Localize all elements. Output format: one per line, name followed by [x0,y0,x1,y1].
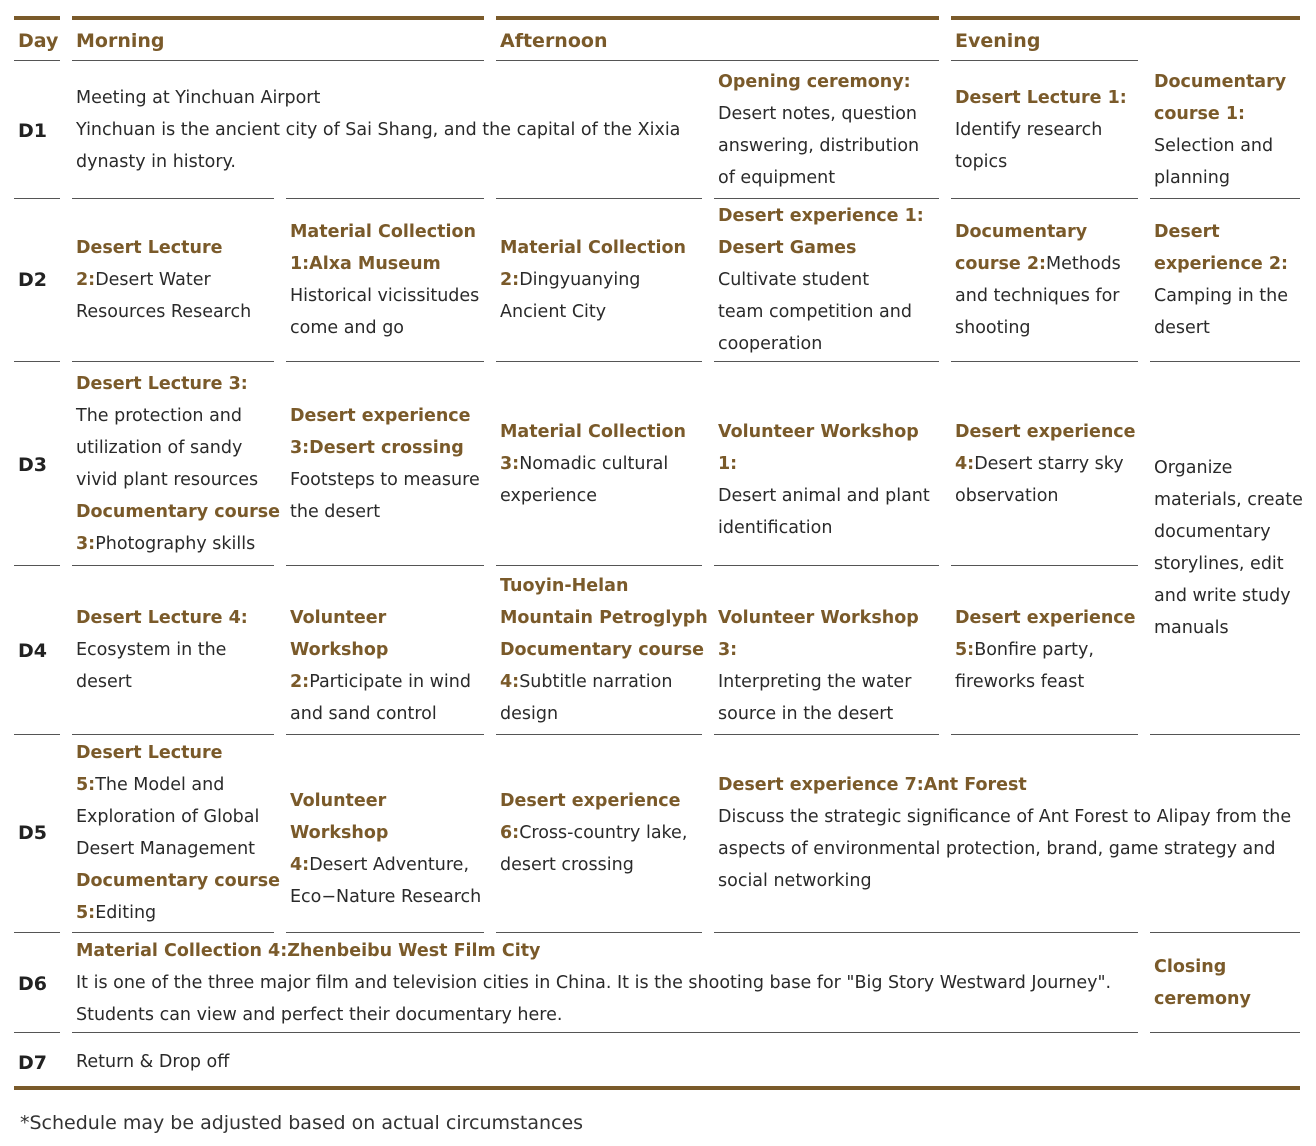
d6-title: Material Collection 4:Zhenbeibu West Film City [76,941,541,961]
rule-d4-d [496,734,702,735]
rule-d4-f [951,734,1138,735]
d2-c4-line3: cooperation [718,334,823,354]
d6-closing-line1: Closing [1154,957,1227,977]
d2-c4-title1: Desert experience 1: [718,206,924,226]
d2-morning-2 [290,216,490,344]
rule-d3-e [714,565,939,566]
d4-c3-line1: Subtitle narration [519,672,673,692]
d2-c5-title1: Documentary [955,222,1088,242]
d5-c1-line4: Editing [95,903,157,923]
d2-c4-line2: team competition and [718,302,912,322]
top-rule-day [14,16,60,20]
rule-d5-a [14,932,60,933]
d4-morning-2 [290,602,490,730]
d2-c3-line1: Dingyuanying [519,270,641,290]
d6-closing [1154,951,1304,1015]
d1-morning [76,82,696,178]
d5-c1-title2: 5: [76,775,96,795]
d3-c4-line2: identification [718,518,833,538]
d3-c2-title1: Desert experience [290,406,471,426]
top-rule-afternoon [496,16,939,20]
day-label-d3: D3 [18,454,47,476]
d5-c4-title1: Desert experience 7:Ant Forest [718,775,1027,795]
top-rule-morning [72,16,484,20]
d3-c3-line1: Nomadic cultural [519,454,669,474]
rule-d6-c [1150,1032,1300,1033]
d1-afternoon-line2: answering, distribution [718,136,920,156]
d4-c2-line2: and sand control [290,704,437,724]
d3-c1-line2: utilization of sandy [76,438,243,458]
rule-d5-g [1150,932,1300,933]
d2-c6-line2: desert [1154,318,1210,338]
rule-d2-e [714,361,939,362]
header-afternoon: Afternoon [500,30,608,52]
day-label-d7: D7 [18,1052,47,1074]
d4-c3-title2: Mountain Petroglyph [500,608,708,628]
header-evening: Evening [955,30,1041,52]
day-label-d5: D5 [18,822,47,844]
d3-morning-1 [76,368,281,560]
d5-c2-line2: Eco−Nature Research [290,887,482,907]
d4-c5-title1: Desert experience [955,608,1136,628]
d2-c3-title2: 2: [500,270,520,290]
header-rule-evening [951,60,1138,61]
d1-morning-line3: dynasty in history. [76,152,236,172]
rule-d6-a [14,1032,60,1033]
rule-d5-c [286,932,484,933]
rule-d3-d [496,565,702,566]
d4-c4-title1: Volunteer Workshop 3: [718,608,919,660]
d6-line1: It is one of the three major film and television cities in China. It is the shooting base for "Big Story Westward Journey". [76,973,1112,993]
rule-d1-f [951,198,1138,199]
d3-afternoon-1 [500,416,710,512]
d1-eve2-line2: planning [1154,168,1230,188]
d2-c1-line1: Desert Water [95,270,211,290]
rule-d2-b [72,361,274,362]
d5-afternoon-evening [718,769,1308,897]
day-label-d1: D1 [18,120,47,142]
rule-d2-c [286,361,484,362]
d1-eve1-line1: Identify research [955,120,1103,140]
d5-morning-1 [76,737,281,929]
d5-c1-title3: Documentary course [76,871,281,891]
rule-d1-g [1150,198,1300,199]
d5-c4-line1: Discuss the strategic significance of Ant Forest to Alipay from the [718,807,1292,827]
d3-c6-line6: manuals [1154,618,1229,638]
d5-c1-title1: Desert Lecture [76,743,223,763]
d3-c5-title1: Desert experience [955,422,1136,442]
d4-c5-title2: 5: [955,640,975,660]
header-rule-morning [72,60,484,61]
d5-afternoon-1 [500,785,710,881]
d3-c1-title1: Desert Lecture 3: [76,374,248,394]
rule-d5-e [714,932,1138,933]
d3-c1-title3: 3: [76,534,96,554]
d2-c1-title1: Desert Lecture [76,238,223,258]
d3-c4-line1: Desert animal and plant [718,486,930,506]
d2-c6-line1: Camping in the [1154,286,1288,306]
d6-main [76,935,1136,1031]
rule-d1-e [714,198,939,199]
d3-c6-line2: materials, create [1154,490,1303,510]
rule-d5-b [72,932,274,933]
d4-afternoon-1 [500,570,710,730]
d5-c3-line2: desert crossing [500,855,634,875]
d4-c3-line2: design [500,704,559,724]
rule-d1-c [286,198,484,199]
d2-c5-line1: Methods [1046,254,1121,274]
d1-eve2-line1: Selection and [1154,136,1274,156]
d3-c2-line1: Footsteps to measure [290,470,480,490]
d3-c3-title2: 3: [500,454,520,474]
d3-c6-line3: documentary [1154,522,1271,542]
d3-c6-line4: storylines, edit [1154,554,1284,574]
d4-c4-line1: Interpreting the water [718,672,912,692]
rule-d4-g [1150,734,1300,735]
d2-morning-1 [76,232,276,328]
d2-c1-line2: Resources Research [76,302,252,322]
d3-c5-line2: observation [955,486,1059,506]
d4-c5-line1: Bonfire party, [974,640,1094,660]
d3-morning-2 [290,400,490,528]
rule-d4-e [714,734,939,735]
d3-c1-line1: The protection and [76,406,242,426]
d2-c2-title2: 1:Alxa Museum [290,254,441,274]
footnote: *Schedule may be adjusted based on actual circumstances [20,1112,584,1134]
d4-c1-title1: Desert Lecture 4: [76,608,248,628]
d6-closing-line2: ceremony [1154,989,1251,1009]
rule-d3-c [286,565,484,566]
rule-d2-g [1150,361,1300,362]
rule-d4-b [72,734,274,735]
d1-eve2-title2: course 1: [1154,104,1246,124]
d2-c2-line2: come and go [290,318,405,338]
rule-d3-a [14,565,60,566]
d3-c1-line4: Photography skills [95,534,256,554]
d4-c3-title4: 4: [500,672,520,692]
d2-c6-title2: experience 2: [1154,254,1289,274]
top-rule-evening [951,16,1300,20]
d5-c1-line3: Desert Management [76,839,256,859]
d2-afternoon-2 [718,200,943,360]
d1-afternoon-line3: of equipment [718,168,836,188]
rule-d4-c [286,734,484,735]
d4-c1-line2: desert [76,672,132,692]
rule-d1-b [72,198,274,199]
header-rule-day [14,60,60,61]
d3-c6-line1: Organize [1154,458,1233,478]
d4-morning-1 [76,602,281,698]
rule-d6-b [72,1032,1138,1033]
d5-morning-2 [290,785,490,913]
d3-c3-line2: experience [500,486,597,506]
d5-c1-line2: Exploration of Global [76,807,260,827]
d1-afternoon [718,66,938,194]
d4-c2-title1: Volunteer Workshop [290,608,389,660]
d4-c3-title1: Tuoyin-Helan [500,576,629,596]
d2-afternoon-1 [500,232,710,328]
bottom-rule [14,1086,1300,1090]
d1-eve2-title1: Documentary [1154,72,1287,92]
d4-evening-1 [955,602,1145,698]
d4-c2-line1: Participate in wind [309,672,471,692]
d4-c1-line1: Ecosystem in the [76,640,227,660]
d2-c6-title1: Desert [1154,222,1220,242]
d2-c2-title1: Material Collection [290,222,476,242]
header-day: Day [18,30,59,52]
rule-d1-a [14,198,60,199]
rule-d4-a [14,734,60,735]
d5-c3-title2: 6: [500,823,520,843]
d5-c2-line1: Desert Adventure, [309,855,470,875]
d5-c3-line1: Cross-country lake, [519,823,688,843]
day-label-d2: D2 [18,269,47,291]
rule-d2-d [496,361,702,362]
d3-c4-title1: Volunteer Workshop 1: [718,422,919,474]
header-rule-afternoon [496,60,939,61]
rule-d3-b [72,565,274,566]
d2-c2-line1: Historical vicissitudes [290,286,480,306]
d5-c4-line3: social networking [718,871,872,891]
d3-c5-line1: Desert starry sky [974,454,1124,474]
day-label-d6: D6 [18,973,47,995]
rule-d2-a [14,361,60,362]
d1-morning-line2: Yinchuan is the ancient city of Sai Shang, and the capital of the Xixia [76,120,681,140]
d3-c2-line2: the desert [290,502,381,522]
d1-evening-2 [1154,66,1304,194]
rule-d3-f [951,565,1138,566]
d2-c4-line1: Cultivate student [718,270,870,290]
d3-c1-line3: vivid plant resources [76,470,259,490]
d3-c3-title1: Material Collection [500,422,686,442]
d1-eve1-line2: topics [955,152,1008,172]
d1-evening-1 [955,82,1135,178]
d2-c5-title2: course 2: [955,254,1047,274]
d3-c6-line5: and write study [1154,586,1291,606]
d6-line2: Students can view and perfect their documentary here. [76,1005,563,1025]
d5-c2-title2: 4: [290,855,310,875]
d7-main: Return & Drop off [76,1052,230,1072]
d3-afternoon-2 [718,416,943,544]
d1-eve1-title: Desert Lecture 1: [955,88,1127,108]
d3-c1-title2: Documentary course [76,502,281,522]
rule-d2-f [951,361,1138,362]
d5-c1-title4: 5: [76,903,96,923]
d3-c5-title2: 4: [955,454,975,474]
rule-d5-d [496,932,702,933]
d5-c4-line2: aspects of environmental protection, brand, game strategy and [718,839,1276,859]
d5-c1-line1: The Model and [95,775,225,795]
d4-c3-title3: Documentary course [500,640,705,660]
d2-c5-line3: shooting [955,318,1031,338]
d3-evening-1 [955,416,1145,512]
header-morning: Morning [76,30,165,52]
d2-c3-title1: Material Collection [500,238,686,258]
d4-c4-line2: source in the desert [718,704,894,724]
d2-c4-title2: Desert Games [718,238,857,258]
d3-d4-evening-2 [1154,452,1314,644]
d2-c1-title2: 2: [76,270,96,290]
d2-c5-line2: and techniques for [955,286,1120,306]
d1-afternoon-line1: Desert notes, question [718,104,918,124]
rule-d1-d [496,198,702,199]
d3-c2-title2: 3:Desert crossing [290,438,464,458]
d1-afternoon-title: Opening ceremony: [718,72,911,92]
d2-c3-line2: Ancient City [500,302,607,322]
d5-c3-title1: Desert experience [500,791,681,811]
day-label-d4: D4 [18,640,47,662]
d4-c2-title2: 2: [290,672,310,692]
d2-evening-1 [955,216,1140,344]
d4-c5-line2: fireworks feast [955,672,1085,692]
d5-c2-title1: Volunteer Workshop [290,791,389,843]
d1-morning-line1: Meeting at Yinchuan Airport [76,88,321,108]
d4-afternoon-2 [718,602,943,730]
d2-evening-2 [1154,216,1304,344]
